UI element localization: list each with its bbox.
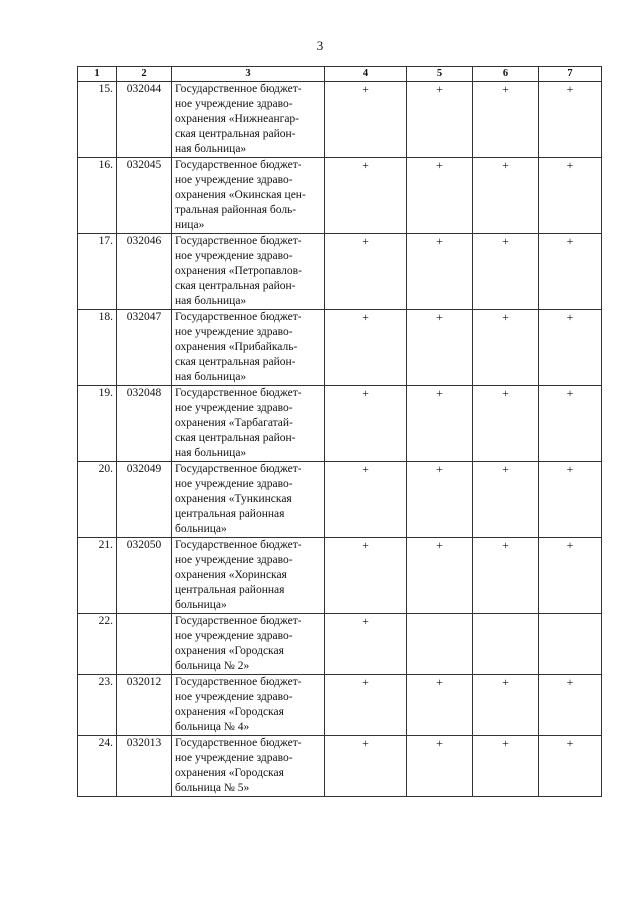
institution-name-line: Государственное бюджет- (175, 387, 302, 399)
table-row (78, 158, 602, 234)
institution-name-line: ная больница» (175, 295, 247, 307)
institution-code: 032048 (117, 386, 172, 462)
mark-col-4: + (325, 310, 407, 386)
institution-name (172, 462, 325, 538)
table-row (78, 614, 602, 675)
institution-name (172, 736, 325, 797)
mark-col-5: + (407, 234, 473, 310)
institution-name (172, 234, 325, 310)
mark-col-5: + (407, 675, 473, 736)
institution-name-line: охранения «Тункинская (175, 493, 292, 505)
row-number: 21. (78, 538, 117, 614)
institution-name-line: ное учреждение здраво- (175, 326, 293, 338)
mark-col-5: + (407, 82, 473, 158)
institution-name-line: центральная районная (175, 508, 285, 520)
institution-name-line: больница» (175, 523, 227, 535)
row-number: 18. (78, 310, 117, 386)
institution-name-line: ская центральная район- (175, 128, 296, 140)
mark-col-4: + (325, 538, 407, 614)
row-number: 17. (78, 234, 117, 310)
institution-name (172, 675, 325, 736)
institution-name (172, 386, 325, 462)
mark-col-7: + (539, 158, 602, 234)
mark-col-4: + (325, 158, 407, 234)
institution-name-line: ное учреждение здраво- (175, 752, 293, 764)
institution-name-line: охранения «Городская (175, 645, 284, 657)
institution-name (172, 538, 325, 614)
institution-name-line: больница» (175, 599, 227, 611)
row-number: 15. (78, 82, 117, 158)
mark-col-4: + (325, 234, 407, 310)
mark-col-4: + (325, 82, 407, 158)
institution-name (172, 82, 325, 158)
mark-col-7: + (539, 538, 602, 614)
mark-col-5: + (407, 310, 473, 386)
header-col-5: 5 (407, 67, 473, 82)
institution-name-line: Государственное бюджет- (175, 311, 302, 323)
table-body (78, 82, 602, 797)
mark-col-7 (539, 614, 602, 675)
institution-name (172, 310, 325, 386)
row-number: 22. (78, 614, 117, 675)
table-row (78, 675, 602, 736)
institution-code: 032047 (117, 310, 172, 386)
institution-name-line: Государственное бюджет- (175, 463, 302, 475)
institution-code: 032049 (117, 462, 172, 538)
institution-name (172, 158, 325, 234)
table-row (78, 736, 602, 797)
institution-name-line: ное учреждение здраво- (175, 98, 293, 110)
table-row (78, 538, 602, 614)
institution-name-line: больница № 5» (175, 782, 250, 794)
mark-col-7: + (539, 462, 602, 538)
mark-col-5: + (407, 736, 473, 797)
institution-name (172, 614, 325, 675)
institution-name-line: ное учреждение здраво- (175, 174, 293, 186)
mark-col-7: + (539, 310, 602, 386)
header-col-7: 7 (539, 67, 602, 82)
institution-name-line: Государственное бюджет- (175, 83, 302, 95)
page-number: 3 (316, 38, 324, 53)
institution-name-line: ская центральная район- (175, 432, 296, 444)
institution-name-line: Государственное бюджет- (175, 159, 302, 171)
mark-col-4: + (325, 614, 407, 675)
institution-code: 032045 (117, 158, 172, 234)
institution-code: 032013 (117, 736, 172, 797)
mark-col-5: + (407, 158, 473, 234)
institution-code: 032012 (117, 675, 172, 736)
registry-table (77, 66, 602, 797)
institution-name-line: ное учреждение здраво- (175, 402, 293, 414)
table-row (78, 310, 602, 386)
row-number: 16. (78, 158, 117, 234)
institution-name-line: ская центральная район- (175, 356, 296, 368)
institution-name-line: больница № 4» (175, 721, 250, 733)
mark-col-5: + (407, 538, 473, 614)
row-number: 23. (78, 675, 117, 736)
institution-name-line: охранения «Петропавлов- (175, 265, 302, 277)
institution-code (117, 614, 172, 675)
table-row (78, 234, 602, 310)
mark-col-5 (407, 614, 473, 675)
institution-name-line: охранения «Прибайкаль- (175, 341, 298, 353)
table-row (78, 386, 602, 462)
institution-name-line: Государственное бюджет- (175, 676, 302, 688)
mark-col-4: + (325, 736, 407, 797)
mark-col-7: + (539, 675, 602, 736)
mark-col-7: + (539, 234, 602, 310)
institution-name-line: ное учреждение здраво- (175, 630, 293, 642)
institution-name-line: охранения «Нижнеангар- (175, 113, 300, 125)
institution-name-line: ная больница» (175, 447, 247, 459)
mark-col-6: + (473, 310, 539, 386)
mark-col-7: + (539, 736, 602, 797)
table-row (78, 462, 602, 538)
header-col-2: 2 (117, 67, 172, 82)
row-number: 24. (78, 736, 117, 797)
mark-col-6: + (473, 462, 539, 538)
header-col-4: 4 (325, 67, 407, 82)
mark-col-6: + (473, 736, 539, 797)
institution-name-line: ное учреждение здраво- (175, 691, 293, 703)
header-col-6: 6 (473, 67, 539, 82)
institution-code: 032044 (117, 82, 172, 158)
institution-code: 032050 (117, 538, 172, 614)
mark-col-6: + (473, 158, 539, 234)
mark-col-4: + (325, 386, 407, 462)
institution-name-line: центральная районная (175, 584, 285, 596)
row-number: 19. (78, 386, 117, 462)
institution-name-line: охранения «Хоринская (175, 569, 287, 581)
institution-name-line: охранения «Окинская цен- (175, 189, 306, 201)
institution-name-line: ная больница» (175, 143, 247, 155)
mark-col-4: + (325, 462, 407, 538)
header-col-1: 1 (78, 67, 117, 82)
institution-name-line: ное учреждение здраво- (175, 554, 293, 566)
header-row (78, 67, 602, 82)
institution-name-line: охранения «Городская (175, 767, 284, 779)
mark-col-6: + (473, 386, 539, 462)
institution-name-line: Государственное бюджет- (175, 235, 302, 247)
institution-name-line: охранения «Тарбагатай- (175, 417, 293, 429)
institution-name-line: охранения «Городская (175, 706, 284, 718)
mark-col-7: + (539, 82, 602, 158)
mark-col-6: + (473, 538, 539, 614)
institution-name-line: Государственное бюджет- (175, 737, 302, 749)
table-row (78, 82, 602, 158)
institution-name-line: Государственное бюджет- (175, 539, 302, 551)
institution-name-line: ное учреждение здраво- (175, 478, 293, 490)
mark-col-4: + (325, 675, 407, 736)
mark-col-6: + (473, 675, 539, 736)
mark-col-6: + (473, 82, 539, 158)
institution-code: 032046 (117, 234, 172, 310)
institution-name-line: тральная районная боль- (175, 204, 297, 216)
row-number: 20. (78, 462, 117, 538)
institution-name-line: ная больница» (175, 371, 247, 383)
institution-name-line: ская центральная район- (175, 280, 296, 292)
institution-name-line: Государственное бюджет- (175, 615, 302, 627)
institution-name-line: ное учреждение здраво- (175, 250, 293, 262)
header-col-3: 3 (172, 67, 325, 82)
mark-col-6 (473, 614, 539, 675)
institution-name-line: ница» (175, 219, 205, 231)
institution-name-line: больница № 2» (175, 660, 250, 672)
mark-col-6: + (473, 234, 539, 310)
mark-col-7: + (539, 386, 602, 462)
mark-col-5: + (407, 462, 473, 538)
mark-col-5: + (407, 386, 473, 462)
